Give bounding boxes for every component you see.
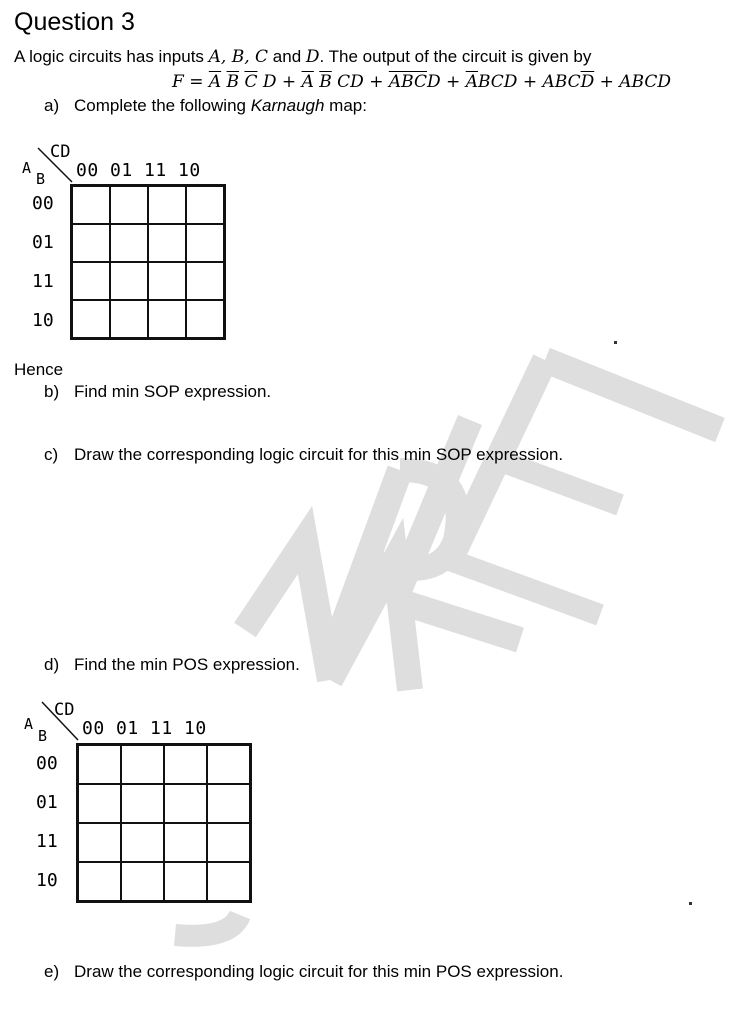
kmap-row-var-b: B: [36, 170, 46, 188]
part-e: [44, 962, 563, 982]
formula-plus: +: [363, 72, 389, 92]
kmap-col-var: CD: [50, 142, 71, 162]
kmap-grid: [76, 743, 252, 903]
kmap-grid: [70, 184, 226, 340]
question-title: Question 3: [14, 8, 135, 36]
kmap-row-var-b: B: [38, 727, 48, 745]
kmap-cell[interactable]: [164, 823, 207, 862]
part-b: [44, 382, 271, 402]
kmap-cell[interactable]: [121, 823, 164, 862]
kmap-cell[interactable]: [164, 745, 207, 784]
formula-term-6: ABCD: [619, 72, 672, 92]
formula-plus: +: [517, 72, 543, 92]
kmap-col-var: CD: [54, 700, 75, 720]
kmap-cell[interactable]: [148, 186, 186, 224]
kmap-row-label: 00: [32, 193, 54, 214]
formula-plus: +: [276, 72, 302, 92]
kmap-cell[interactable]: [121, 784, 164, 823]
kmap-row-label: 10: [36, 870, 58, 891]
kmap-col-labels: 00 01 11 10: [76, 160, 201, 181]
kmap-cell[interactable]: [186, 186, 224, 224]
kmap-cell[interactable]: [110, 224, 148, 262]
formula-term-5: $ABC\overline{D}$: [542, 72, 595, 92]
kmap-cell[interactable]: [148, 300, 186, 338]
part-b-text: Find min SOP expression.: [74, 382, 272, 401]
part-a-text: Complete the following: [74, 96, 251, 115]
kmap-row-label: 01: [36, 792, 58, 813]
kmap-cell[interactable]: [148, 224, 186, 262]
kmap-cell[interactable]: [72, 186, 110, 224]
kmap-cell[interactable]: [110, 300, 148, 338]
part-d-text: Find the min POS expression.: [74, 655, 300, 674]
kmap-cell[interactable]: [110, 186, 148, 224]
kmap-row-var-a: A: [22, 159, 32, 177]
intro-text-post: . The output of the circuit is given by: [319, 47, 592, 66]
formula-term-2: $\overline{A}$ $\overline{B}$ CD: [301, 72, 364, 92]
kmap-cell[interactable]: [186, 262, 224, 300]
part-a-karnaugh: Karnaugh: [250, 96, 325, 115]
kmap-cell[interactable]: [72, 300, 110, 338]
kmap-cell[interactable]: [186, 300, 224, 338]
stray-dot: [614, 341, 617, 344]
part-c-label: c): [44, 445, 59, 464]
part-b-label: b): [44, 382, 60, 401]
kmap-cell[interactable]: [72, 262, 110, 300]
kmap-cell[interactable]: [148, 262, 186, 300]
formula-term-3: $\overline{AB}\overline{C}D$: [388, 72, 441, 92]
kmap-row-label: 00: [36, 753, 58, 774]
kmap-cell[interactable]: [121, 862, 164, 901]
hence-label: Hence: [14, 360, 64, 379]
stray-dot: [689, 902, 692, 905]
output-formula: [172, 72, 671, 92]
kmap-cell[interactable]: [164, 862, 207, 901]
kmap-cell[interactable]: [207, 745, 250, 784]
part-c-text: Draw the corresponding logic circuit for this min SOP expression.: [74, 445, 564, 464]
kmap-cell[interactable]: [207, 784, 250, 823]
kmap-cell[interactable]: [121, 745, 164, 784]
part-a: [44, 96, 367, 116]
kmap-cell[interactable]: [78, 745, 121, 784]
formula-term-1: $\overline{A}$ $\overline{B}$ $\overline{C}$ D: [208, 72, 277, 92]
kmap-row-label: 01: [32, 232, 54, 253]
part-a-label: a): [44, 96, 60, 115]
part-a-text-post: map:: [324, 96, 367, 115]
formula-lhs: F =: [172, 72, 209, 92]
kmap-cell[interactable]: [78, 784, 121, 823]
part-d: [44, 655, 300, 675]
kmap-cell[interactable]: [186, 224, 224, 262]
kmap-row-label: 10: [32, 310, 54, 331]
kmap-cell[interactable]: [78, 862, 121, 901]
kmap-cell[interactable]: [110, 262, 148, 300]
kmap-row-label: 11: [36, 831, 58, 852]
kmap-row-label: 11: [32, 271, 54, 292]
kmap-col-labels: 00 01 11 10: [82, 718, 207, 739]
intro-vars: A, B, C: [208, 47, 269, 67]
kmap-cell[interactable]: [207, 862, 250, 901]
kmap-cell[interactable]: [78, 823, 121, 862]
question-intro: [14, 47, 591, 67]
intro-var-d: D: [305, 47, 320, 67]
part-e-label: e): [44, 962, 60, 981]
kmap-row-var-a: A: [24, 715, 34, 733]
intro-text-pre: A logic circuits has inputs: [14, 47, 209, 66]
formula-term-4: $\overline{A}BCD$: [465, 72, 518, 92]
part-d-label: d): [44, 655, 60, 674]
part-c: [44, 445, 563, 465]
kmap-cell[interactable]: [164, 784, 207, 823]
kmap-cell[interactable]: [72, 224, 110, 262]
intro-and: and: [268, 47, 306, 66]
formula-plus: +: [440, 72, 466, 92]
formula-plus: +: [594, 72, 620, 92]
kmap-cell[interactable]: [207, 823, 250, 862]
part-e-text: Draw the corresponding logic circuit for this min POS expression.: [74, 962, 564, 981]
